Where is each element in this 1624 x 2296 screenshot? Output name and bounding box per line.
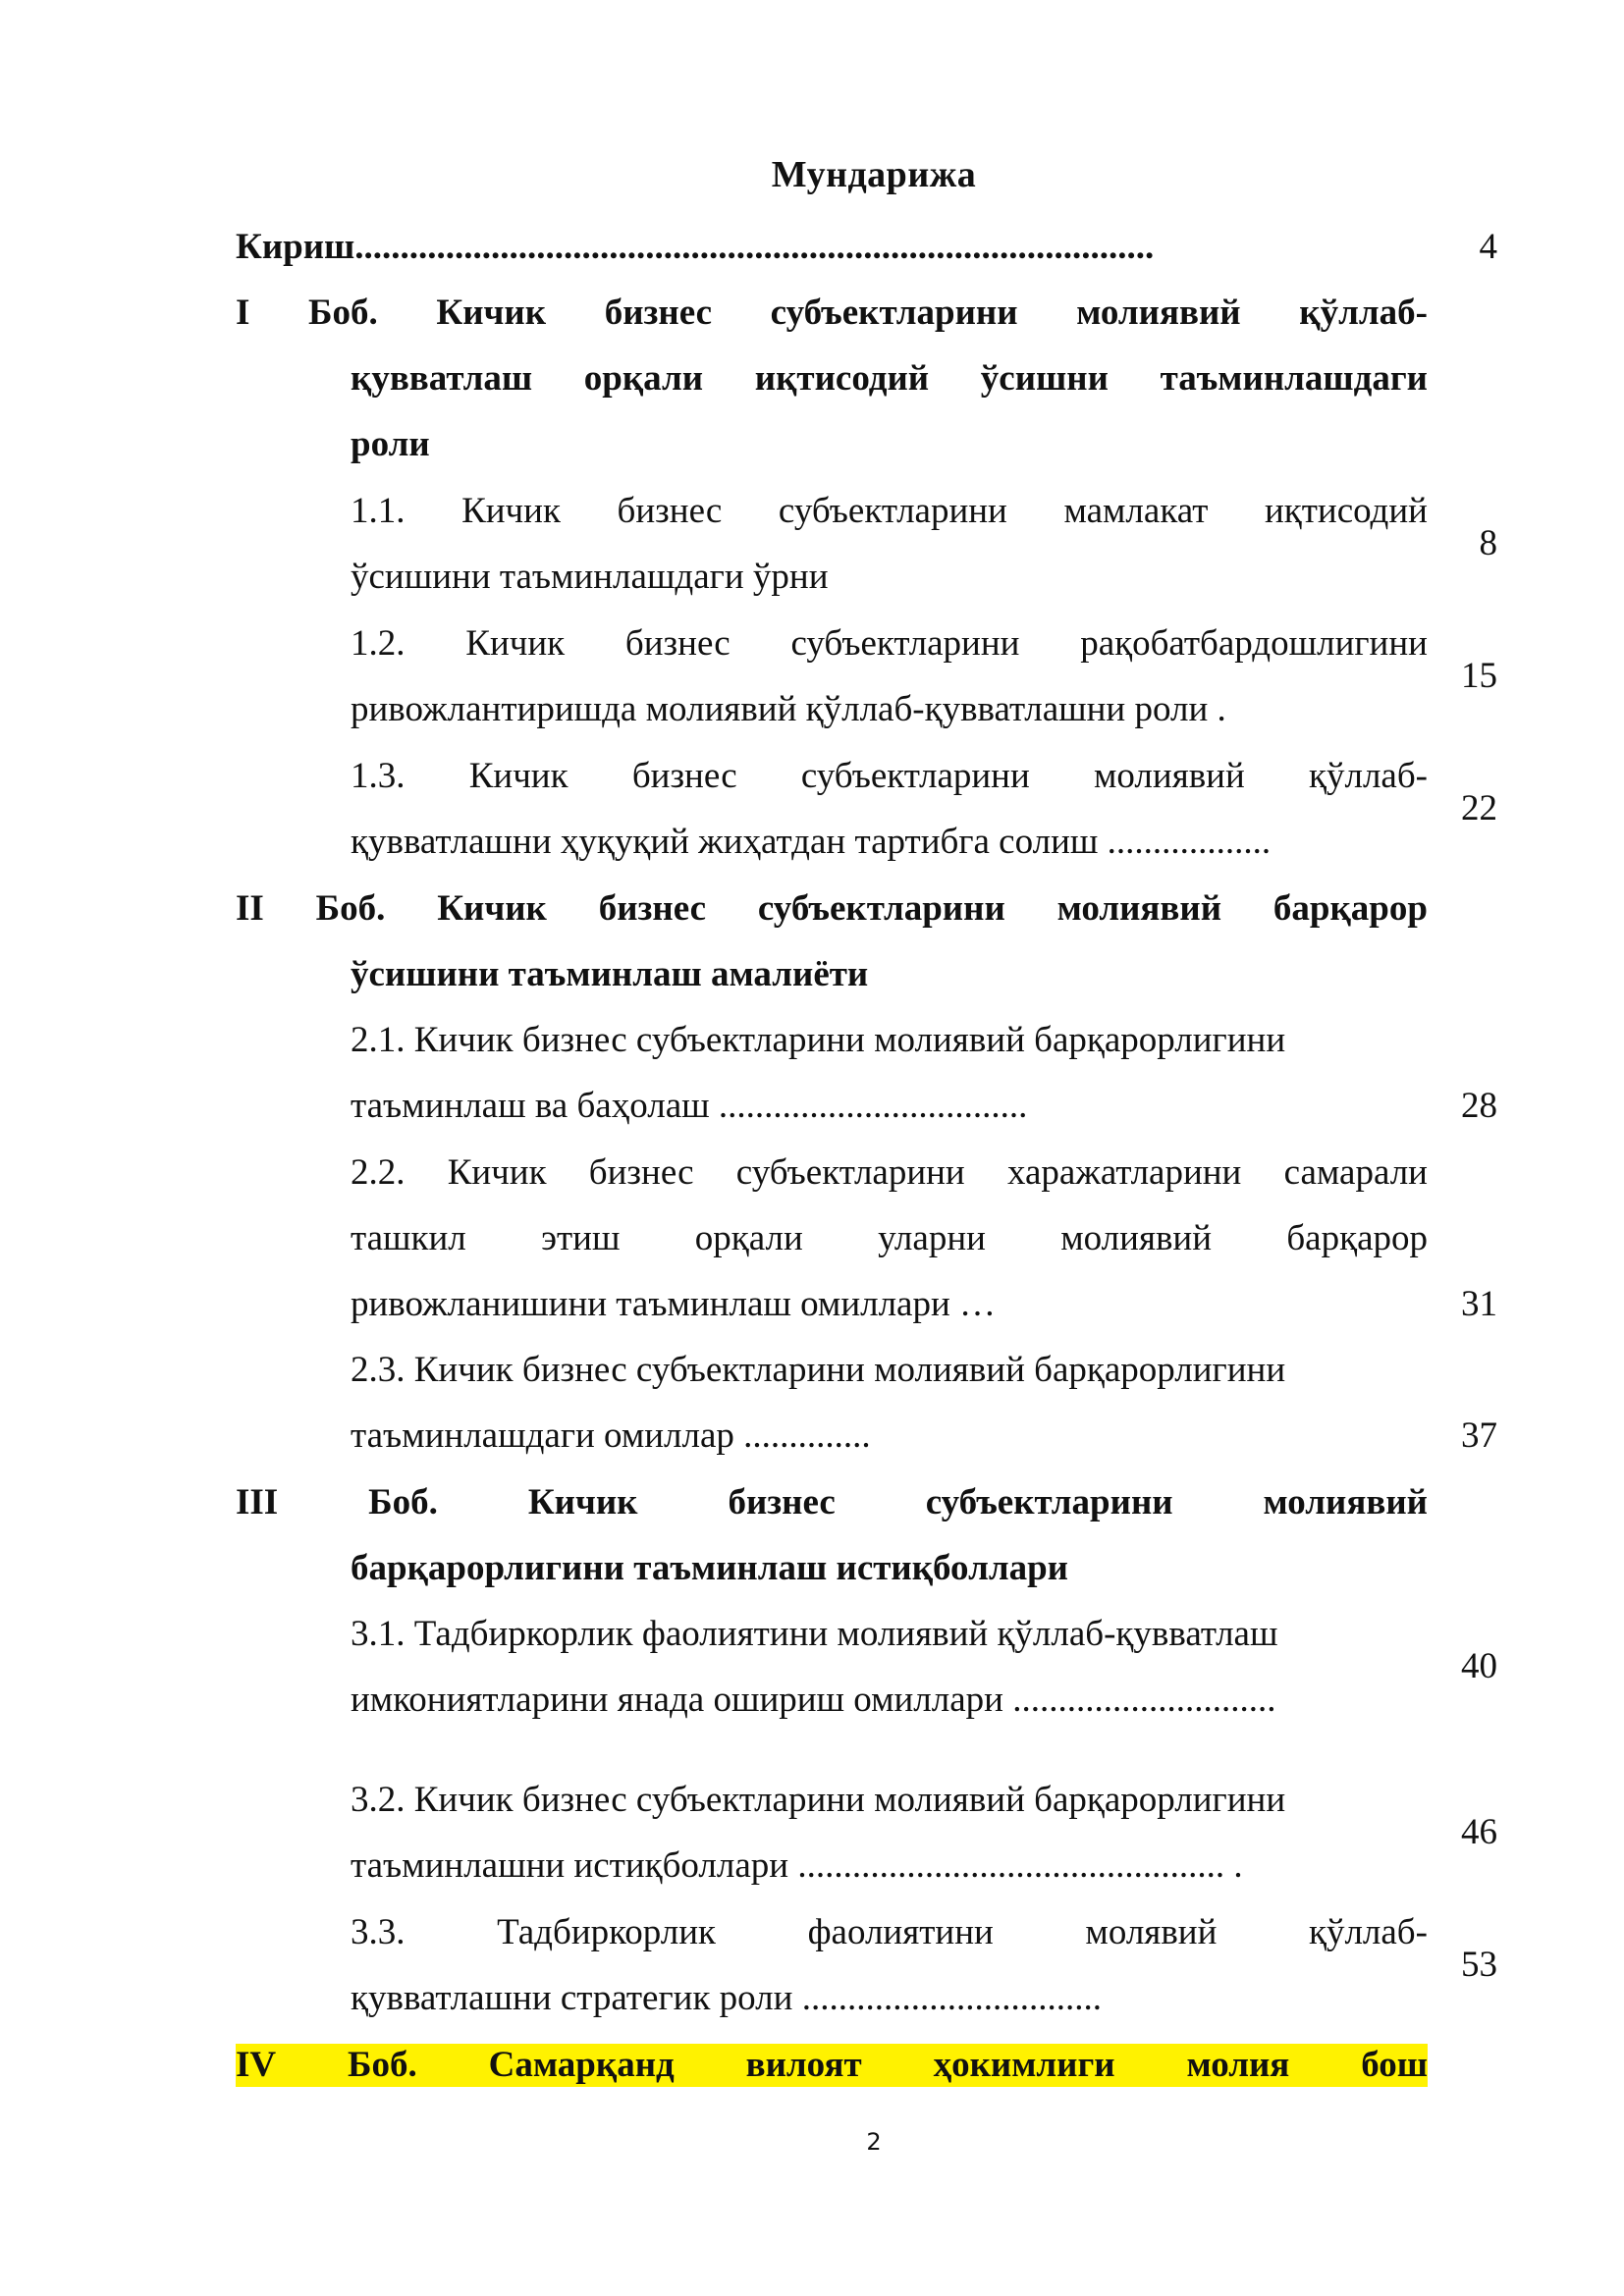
word: молиявий bbox=[1094, 756, 1245, 796]
word: Кичик bbox=[436, 293, 547, 333]
word: Кичик bbox=[461, 491, 561, 531]
section-1-2-line-2: ривожлантиришда молиявий қўллаб-қувватлашни роли . bbox=[351, 689, 1226, 729]
section-3-1-line-2: имкониятларини янада ошириш омиллари ............................. bbox=[351, 1680, 1276, 1720]
page-number-3-1: 40 bbox=[1461, 1646, 1497, 1686]
word: 2.2. bbox=[351, 1152, 406, 1193]
word: молиявий bbox=[1263, 1482, 1428, 1522]
word: субъектларини bbox=[925, 1482, 1173, 1522]
section-3-1-line-1: 3.1. Тадбиркорлик фаолиятини молиявий қўллаб-қувватлаш bbox=[351, 1614, 1278, 1654]
section-1-1-line-1 bbox=[351, 490, 1428, 533]
word: субъектларини bbox=[778, 491, 1007, 531]
word: субъектларини bbox=[770, 293, 1018, 333]
word: Кичик bbox=[468, 756, 568, 796]
word: бизнес bbox=[624, 623, 731, 664]
word: рақобатбардошлигини bbox=[1080, 623, 1428, 664]
word: қўллаб- bbox=[1309, 756, 1428, 796]
chapter-3-heading-line-1 bbox=[236, 1481, 1428, 1524]
word: фаолиятини bbox=[807, 1912, 994, 1952]
word: Самарқанд bbox=[488, 2045, 675, 2085]
word: молиявий bbox=[1056, 888, 1222, 929]
word: қувватлаш bbox=[351, 358, 533, 399]
section-2-3-line-2: таъминлашдаги омиллар .............. bbox=[351, 1415, 871, 1456]
word: таъминлашдаги bbox=[1160, 358, 1428, 399]
word: мамлакат bbox=[1063, 491, 1209, 531]
page-number-1-2: 15 bbox=[1461, 656, 1497, 696]
word: харажатларини bbox=[1006, 1152, 1242, 1193]
page-number-1-1: 8 bbox=[1479, 523, 1497, 563]
word: иқтисодий bbox=[1264, 491, 1428, 531]
word: Кичик bbox=[437, 888, 547, 929]
chapter-1-heading-line-2 bbox=[351, 357, 1428, 400]
word: вилоят bbox=[745, 2045, 862, 2085]
word: қўллаб- bbox=[1299, 293, 1428, 333]
page-number-3-2: 46 bbox=[1461, 1812, 1497, 1852]
word: бизнес bbox=[631, 756, 737, 796]
word: ҳокимлиги bbox=[933, 2045, 1115, 2085]
word: бизнес bbox=[617, 491, 723, 531]
word: 1.3. bbox=[351, 756, 406, 796]
word: уларни bbox=[878, 1218, 986, 1258]
word: бизнес bbox=[604, 293, 713, 333]
section-1-3-line-1 bbox=[351, 755, 1428, 798]
section-3-3-line-1 bbox=[351, 1911, 1428, 1954]
section-1-2-line-1 bbox=[351, 622, 1428, 666]
chapter-1-heading-line-1 bbox=[236, 292, 1428, 335]
word: III bbox=[236, 1482, 279, 1522]
word: субъектларини bbox=[735, 1152, 965, 1193]
word: Боб. bbox=[315, 888, 386, 929]
word: Кичик bbox=[527, 1482, 638, 1522]
word: ташкил bbox=[351, 1218, 466, 1258]
section-3-3-line-2: қувватлашни стратегик роли ................................. bbox=[351, 1978, 1102, 2018]
page-number-3-3: 53 bbox=[1461, 1945, 1497, 1985]
section-1-1-line-2: ўсишини таъминлашдаги ўрни bbox=[351, 557, 829, 597]
word: Тадбиркорлик bbox=[497, 1912, 716, 1952]
word: 1.2. bbox=[351, 623, 406, 664]
toc-entry-intro: Кириш........................................................................................ bbox=[236, 227, 1155, 267]
word: Кичик bbox=[447, 1152, 547, 1193]
page-number-2-2: 31 bbox=[1461, 1284, 1497, 1324]
page-number-1-3: 22 bbox=[1461, 788, 1497, 828]
section-2-2-line-1 bbox=[351, 1151, 1428, 1195]
word: орқали bbox=[694, 1218, 803, 1258]
word: молиявий bbox=[1060, 1218, 1213, 1258]
word: бизнес bbox=[588, 1152, 694, 1193]
word: барқарор bbox=[1272, 888, 1428, 929]
word: Кичик bbox=[465, 623, 566, 664]
word: самарали bbox=[1283, 1152, 1428, 1193]
page-number-intro: 4 bbox=[1479, 227, 1497, 267]
word: бизнес bbox=[728, 1482, 836, 1522]
word: молявий bbox=[1085, 1912, 1218, 1952]
chapter-3-heading-line-2: барқарорлигини таъминлаш истиқболлари bbox=[351, 1548, 1068, 1588]
section-2-1-line-2: таъминлаш ва баҳолаш .................................. bbox=[351, 1086, 1028, 1126]
section-3-2-line-2: таъминлашни истиқболлари ............................................... . bbox=[351, 1845, 1243, 1886]
word: субъектларини bbox=[790, 623, 1020, 664]
chapter-2-heading-line-2: ўсишини таъминлаш амалиёти bbox=[351, 954, 869, 994]
word: субъектларини bbox=[800, 756, 1030, 796]
word: ўсишни bbox=[980, 358, 1109, 399]
word: субъектларини bbox=[757, 888, 1005, 929]
word: I bbox=[236, 293, 250, 333]
word: қўллаб- bbox=[1308, 1912, 1428, 1952]
word: молия bbox=[1186, 2045, 1290, 2085]
word: II bbox=[236, 888, 264, 929]
section-1-3-line-2: қувватлашни ҳуқуқий жиҳатдан тартибга солиш .................. bbox=[351, 822, 1272, 862]
section-3-2-line-1: 3.2. Кичик бизнес субъектларини молиявий барқарорлигини bbox=[351, 1780, 1286, 1820]
word: иқтисодий bbox=[754, 358, 930, 399]
toc-title: Мундарижа bbox=[771, 154, 977, 195]
word: барқарор bbox=[1286, 1218, 1428, 1258]
section-2-1-line-1: 2.1. Кичик бизнес субъектларини молиявий барқарорлигини bbox=[351, 1020, 1286, 1060]
page-number-2-3: 37 bbox=[1461, 1415, 1497, 1456]
chapter-2-heading-line-1 bbox=[236, 887, 1428, 931]
word: орқали bbox=[583, 358, 704, 399]
word: Боб. bbox=[308, 293, 378, 333]
word: бош bbox=[1361, 2045, 1428, 2085]
word: молиявий bbox=[1076, 293, 1241, 333]
section-2-3-line-1: 2.3. Кичик бизнес субъектларини молиявий барқарорлигини bbox=[351, 1350, 1286, 1390]
word: Боб. bbox=[368, 1482, 438, 1522]
page-number-2-1: 28 bbox=[1461, 1086, 1497, 1126]
word: 3.3. bbox=[351, 1912, 406, 1952]
word: этиш bbox=[541, 1218, 621, 1258]
section-2-2-line-2 bbox=[351, 1217, 1428, 1260]
chapter-4-heading-line-1 bbox=[236, 2044, 1428, 2087]
chapter-1-heading-line-3: роли bbox=[351, 424, 430, 464]
word: IV bbox=[236, 2045, 277, 2085]
word: Боб. bbox=[348, 2045, 417, 2085]
word: 1.1. bbox=[351, 491, 406, 531]
footer-page-number: 2 bbox=[866, 2128, 882, 2156]
word: бизнес bbox=[598, 888, 707, 929]
section-2-2-line-3: ривожланишини таъминлаш омиллари … bbox=[351, 1284, 997, 1324]
